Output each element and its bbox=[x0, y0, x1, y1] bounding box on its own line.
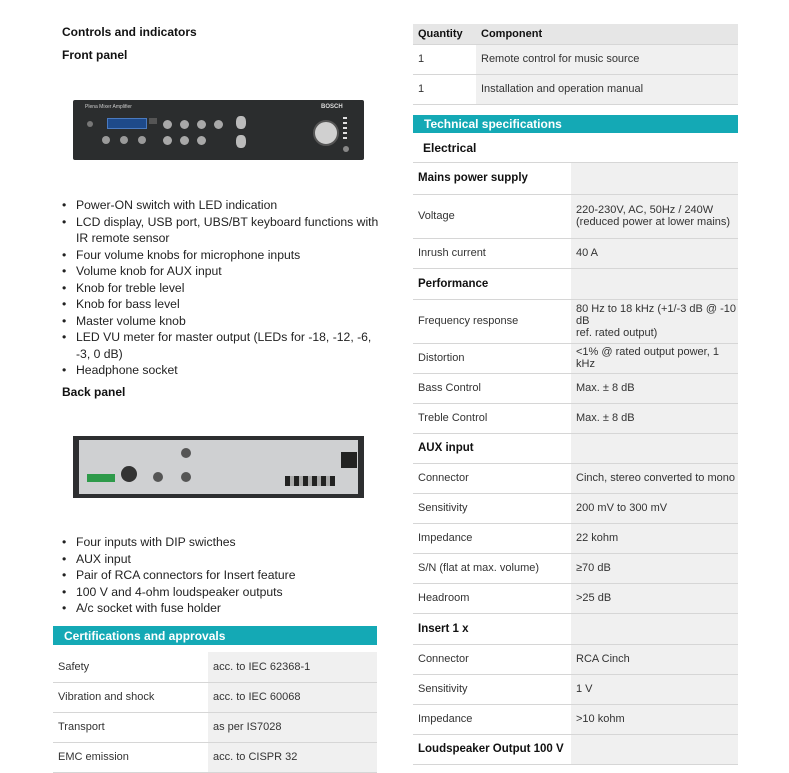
treble-knob-icon bbox=[236, 116, 246, 129]
section-heading: Controls and indicators bbox=[62, 25, 197, 39]
spec-label: Headroom bbox=[413, 583, 571, 613]
list-item: • A/c socket with fuse holder bbox=[62, 600, 382, 617]
list-item: • Four volume knobs for microphone inputs bbox=[62, 247, 382, 264]
certifications-table bbox=[53, 652, 377, 773]
spec-value bbox=[571, 299, 738, 343]
cert-label: Vibration and shock bbox=[53, 682, 208, 712]
tech-specs-header: Technical specifications bbox=[413, 115, 738, 133]
spec-section-row bbox=[413, 268, 738, 299]
quantity-cell: 1 bbox=[413, 74, 476, 104]
spec-value-line: ref. rated output) bbox=[576, 327, 658, 339]
spec-label: Treble Control bbox=[413, 403, 571, 433]
table-header-row bbox=[413, 24, 738, 44]
cert-value: acc. to IEC 60068 bbox=[208, 682, 377, 712]
headphone-socket-icon bbox=[343, 146, 349, 152]
master-volume-knob-icon bbox=[313, 120, 339, 146]
xlr-connector-icon bbox=[121, 466, 137, 482]
cert-label: Transport bbox=[53, 712, 208, 742]
component-cell: Remote control for music source bbox=[476, 44, 738, 74]
spec-label: Sensitivity bbox=[413, 674, 571, 704]
spec-row bbox=[413, 553, 738, 583]
spec-label: Connector bbox=[413, 644, 571, 674]
spec-label: Impedance bbox=[413, 523, 571, 553]
spec-section-fill bbox=[571, 734, 738, 764]
front-panel-title: Front panel bbox=[62, 48, 128, 62]
table-row bbox=[53, 712, 377, 742]
table-row bbox=[53, 682, 377, 712]
list-item: • Pair of RCA connectors for Insert feature bbox=[62, 567, 382, 584]
spec-row bbox=[413, 583, 738, 613]
list-item: • Headphone socket bbox=[62, 362, 382, 379]
spec-value: >10 kohm bbox=[571, 704, 738, 734]
column-header: Component bbox=[476, 24, 738, 44]
spec-section-fill bbox=[571, 433, 738, 463]
spec-label: Impedance bbox=[413, 704, 571, 734]
spec-section-row bbox=[413, 734, 738, 764]
certifications-header: Certifications and approvals bbox=[53, 626, 377, 645]
spec-row bbox=[413, 493, 738, 523]
spec-value: 1 V bbox=[571, 674, 738, 704]
knob-icon bbox=[102, 136, 110, 144]
list-item: • Four inputs with DIP swicthes bbox=[62, 534, 382, 551]
spec-label: Connector bbox=[413, 463, 571, 493]
spec-label: Voltage bbox=[413, 194, 571, 238]
list-item: • LED VU meter for master output (LEDs for -18, -12, -6, -3, 0 dB) bbox=[62, 329, 382, 362]
spec-value: RCA Cinch bbox=[571, 644, 738, 674]
electrical-title: Electrical bbox=[423, 141, 477, 155]
spec-section-fill bbox=[571, 268, 738, 299]
spec-value-line: 220-230V, AC, 50Hz / 240W bbox=[576, 204, 714, 216]
mic-knob-icon bbox=[163, 136, 172, 145]
cert-label: Safety bbox=[53, 652, 208, 682]
spec-value: <1% @ rated output power, 1 kHz bbox=[571, 343, 738, 373]
spec-section-fill bbox=[571, 163, 738, 194]
spec-section-label: Loudspeaker Output 100 V bbox=[413, 734, 571, 764]
spec-label: Inrush current bbox=[413, 238, 571, 268]
spec-label: Sensitivity bbox=[413, 493, 571, 523]
spec-value bbox=[571, 194, 738, 238]
device-model-label: Plena Mixer Amplifier bbox=[85, 104, 132, 110]
cert-value: as per IS7028 bbox=[208, 712, 377, 742]
mic-knob-icon bbox=[214, 120, 223, 129]
component-cell: Installation and operation manual bbox=[476, 74, 738, 104]
list-item: • Master volume knob bbox=[62, 313, 382, 330]
electrical-row bbox=[413, 133, 738, 163]
spec-section-row bbox=[413, 613, 738, 644]
table-row bbox=[413, 44, 738, 74]
spec-value-line: (reduced power at lower mains) bbox=[576, 216, 731, 228]
lcd-display bbox=[107, 118, 147, 129]
column-header: Quantity bbox=[413, 24, 476, 44]
table-row bbox=[413, 74, 738, 104]
spec-section-label: Mains power supply bbox=[413, 163, 571, 194]
ac-socket-icon bbox=[341, 452, 357, 468]
mic-knob-icon bbox=[180, 136, 189, 145]
spec-section-row bbox=[413, 433, 738, 463]
spec-section-row bbox=[413, 163, 738, 194]
spec-value: Max. ± 8 dB bbox=[571, 403, 738, 433]
spec-value: 200 mV to 300 mV bbox=[571, 493, 738, 523]
spec-label: Distortion bbox=[413, 343, 571, 373]
terminal-block-icon bbox=[87, 474, 115, 482]
cert-label: EMC emission bbox=[53, 742, 208, 772]
knob-icon bbox=[120, 136, 128, 144]
aux-knob-icon bbox=[197, 136, 206, 145]
spec-row bbox=[413, 463, 738, 493]
usb-port-icon bbox=[149, 118, 157, 124]
spec-row bbox=[413, 674, 738, 704]
front-panel-image bbox=[73, 100, 364, 160]
spec-label: Bass Control bbox=[413, 373, 571, 403]
list-item: • 100 V and 4-ohm loudspeaker outputs bbox=[62, 584, 382, 601]
spec-row bbox=[413, 704, 738, 734]
device-brand-logo: BOSCH bbox=[321, 104, 343, 110]
list-item: • Volume knob for AUX input bbox=[62, 263, 382, 280]
spec-row bbox=[413, 523, 738, 553]
spec-value: Cinch, stereo converted to mono bbox=[571, 463, 738, 493]
spec-row bbox=[413, 373, 738, 403]
spec-value: 22 kohm bbox=[571, 523, 738, 553]
rca-connector-icon bbox=[181, 448, 191, 458]
spec-row bbox=[413, 403, 738, 433]
parts-table bbox=[413, 24, 738, 105]
table-row bbox=[53, 652, 377, 682]
spec-row bbox=[413, 343, 738, 373]
list-item: • Knob for bass level bbox=[62, 296, 382, 313]
list-item: • Knob for treble level bbox=[62, 280, 382, 297]
spec-section-label: Insert 1 x bbox=[413, 613, 571, 644]
spec-row bbox=[413, 194, 738, 238]
spec-section-fill bbox=[571, 613, 738, 644]
mic-knob-icon bbox=[163, 120, 172, 129]
mic-knob-icon bbox=[180, 120, 189, 129]
spec-value: ≥70 dB bbox=[571, 553, 738, 583]
list-item: • AUX input bbox=[62, 551, 382, 568]
table-row bbox=[53, 742, 377, 772]
spec-value: >25 dB bbox=[571, 583, 738, 613]
spec-row bbox=[413, 299, 738, 343]
back-panel-title: Back panel bbox=[62, 385, 126, 399]
vu-meter-icon bbox=[343, 117, 347, 141]
power-led-icon bbox=[87, 121, 93, 127]
mic-knob-icon bbox=[197, 120, 206, 129]
cert-value: acc. to IEC 62368-1 bbox=[208, 652, 377, 682]
rca-connector-icon bbox=[181, 472, 191, 482]
spec-value-line: 80 Hz to 18 kHz (+1/-3 dB @ -10 dB bbox=[576, 303, 737, 327]
spec-value: 40 A bbox=[571, 238, 738, 268]
back-panel-features bbox=[62, 534, 382, 617]
list-item: • LCD display, USB port, UBS/BT keyboard functions with IR remote sensor bbox=[62, 214, 382, 247]
quantity-cell: 1 bbox=[413, 44, 476, 74]
spec-section-label: Performance bbox=[413, 268, 571, 299]
front-panel-features bbox=[62, 197, 382, 379]
spec-section-label: AUX input bbox=[413, 433, 571, 463]
rca-connector-icon bbox=[153, 472, 163, 482]
list-item: • Power-ON switch with LED indication bbox=[62, 197, 382, 214]
bass-knob-icon bbox=[236, 135, 246, 148]
spec-row bbox=[413, 644, 738, 674]
speaker-terminals-icon bbox=[285, 476, 335, 486]
spec-row bbox=[413, 238, 738, 268]
back-panel-image bbox=[73, 436, 364, 498]
knob-icon bbox=[138, 136, 146, 144]
spec-label: Frequency response bbox=[413, 299, 571, 343]
cert-value: acc. to CISPR 32 bbox=[208, 742, 377, 772]
specs-table bbox=[413, 163, 738, 765]
spec-label: S/N (flat at max. volume) bbox=[413, 553, 571, 583]
spec-value: Max. ± 8 dB bbox=[571, 373, 738, 403]
